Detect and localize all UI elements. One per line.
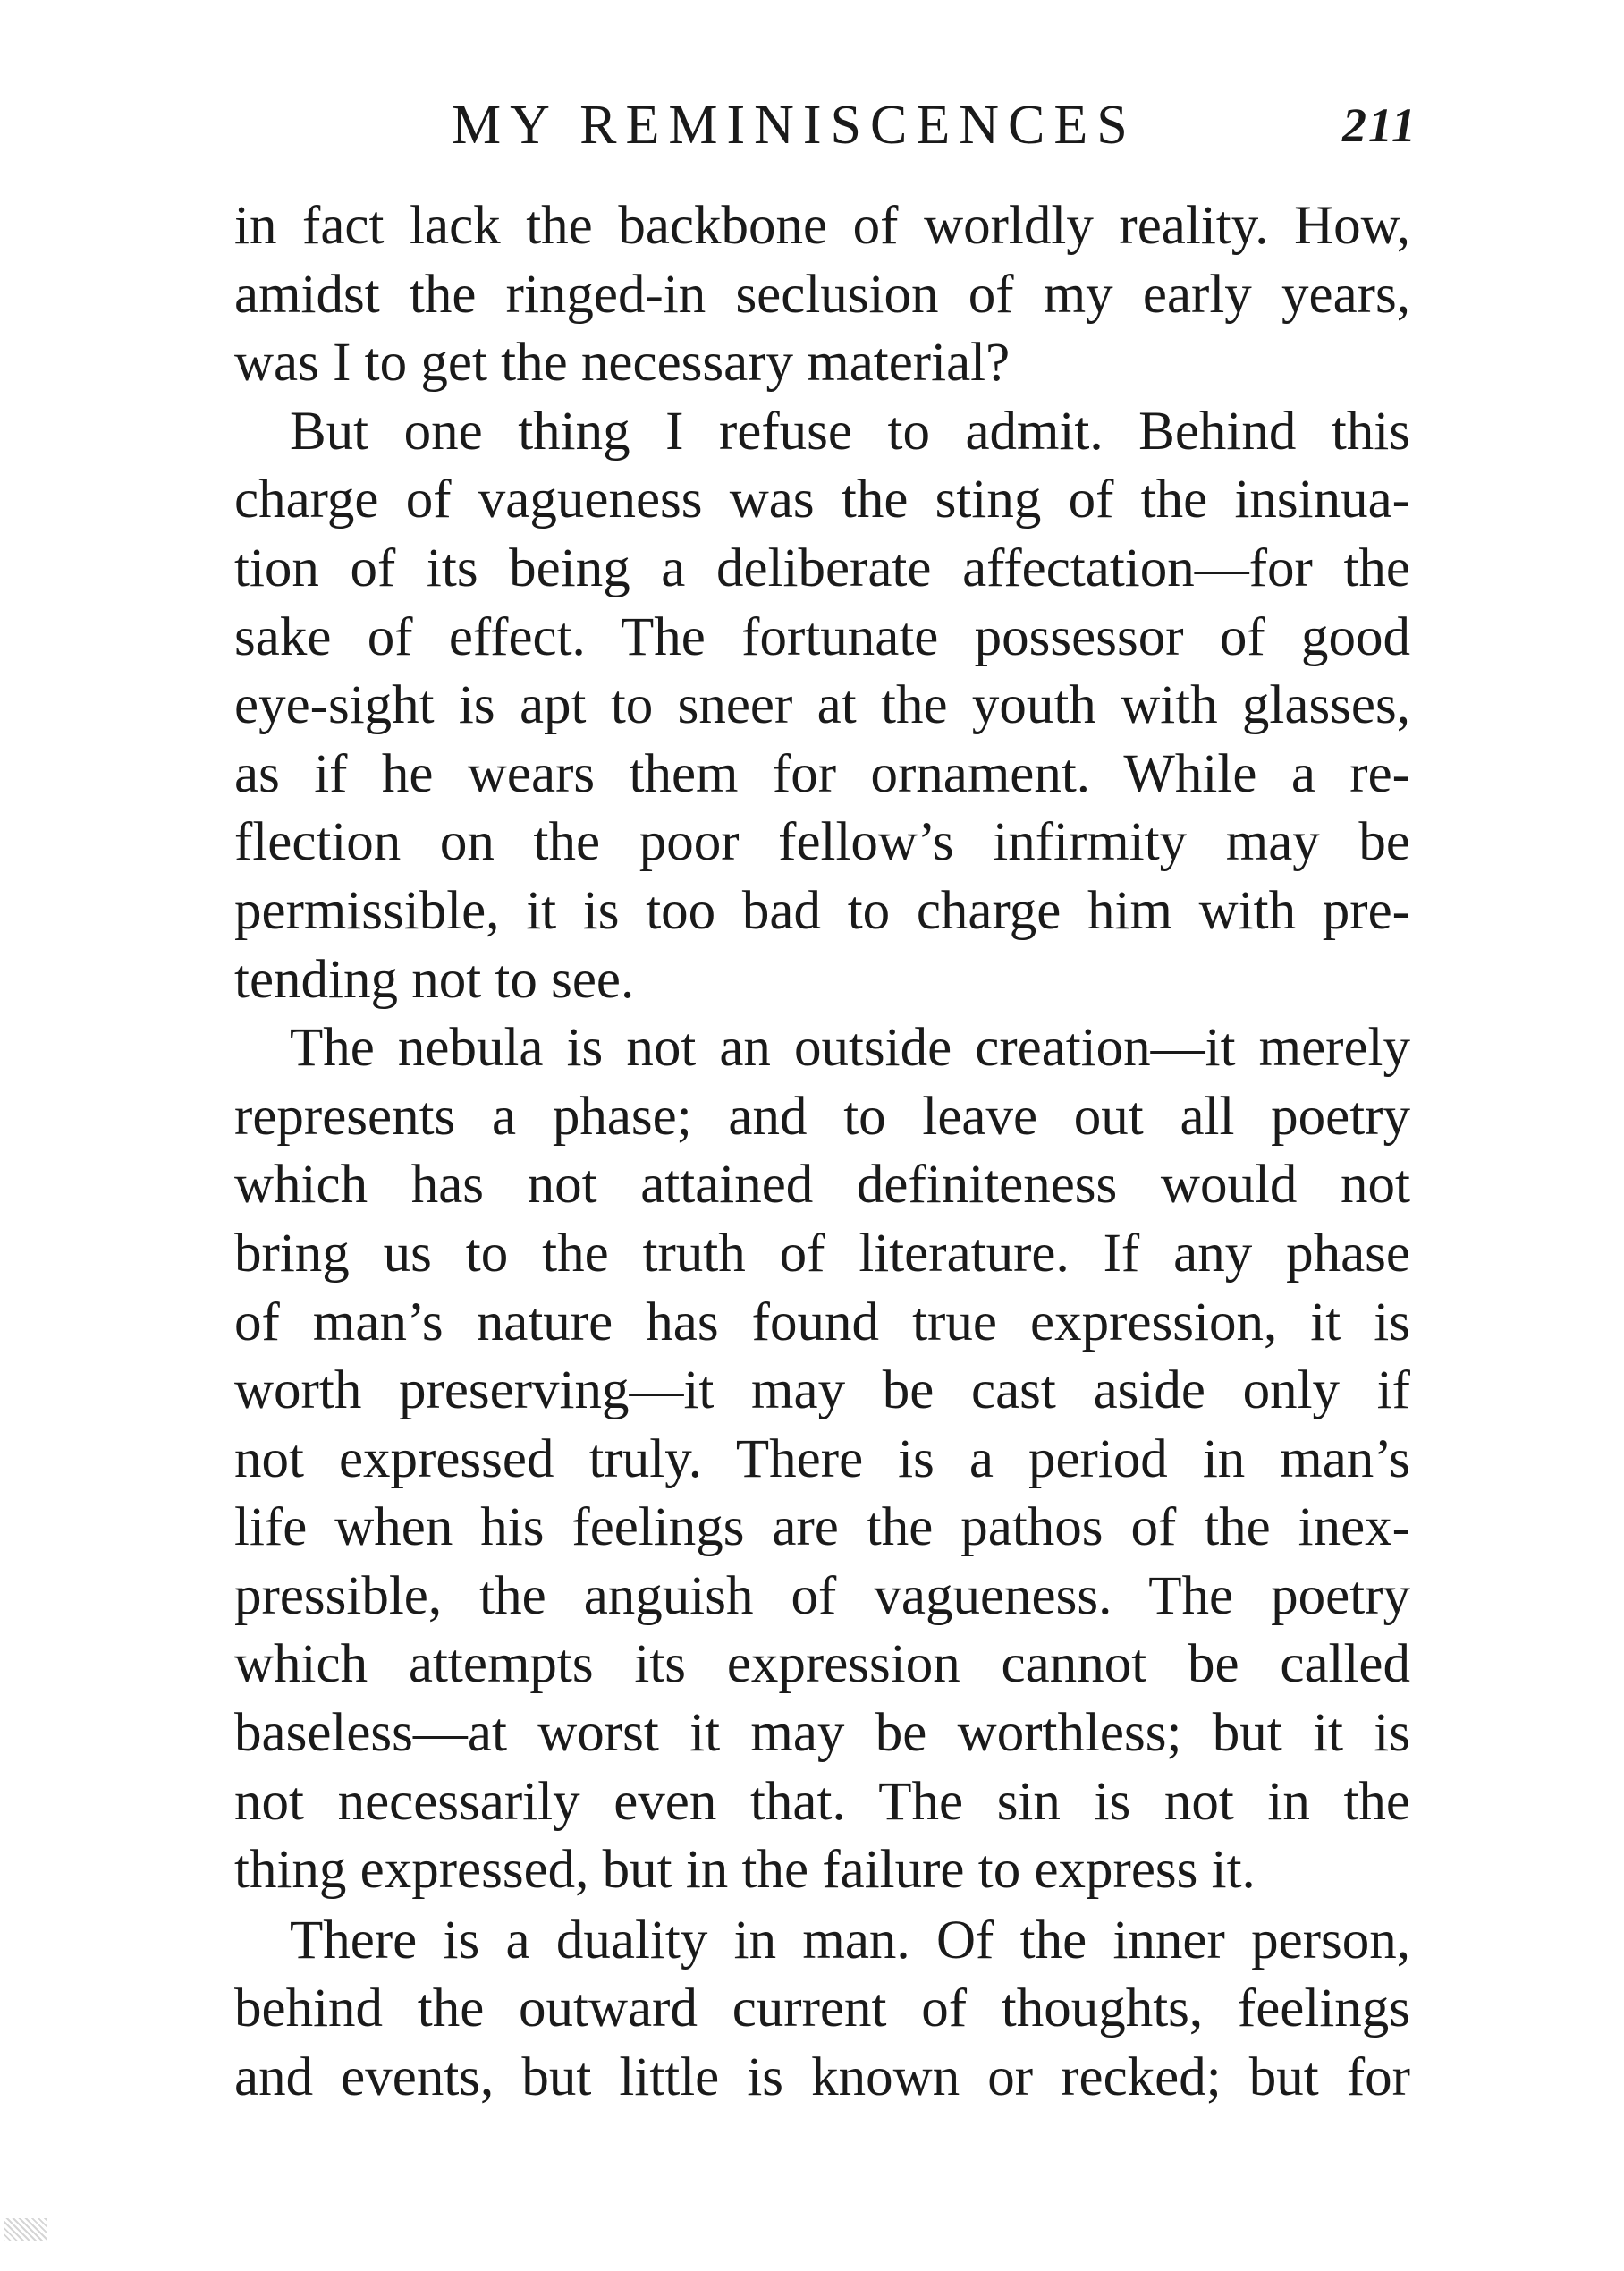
text-line: amidst the ringed-in seclusion of my early years, (234, 264, 1410, 325)
text-line: pressible, the anguish of vagueness. The poetry (234, 1565, 1410, 1626)
text-line: which attempts its expression cannot be called (234, 1634, 1410, 1695)
text-line: life when his feelings are the pathos of the inex- (234, 1497, 1410, 1558)
text-line: as if he wears them for ornament. While a re- (234, 743, 1410, 804)
text-line: permissible, it is too bad to charge him with pre- (234, 880, 1410, 941)
text-line: of man’s nature has found true expression, it is (234, 1292, 1410, 1352)
text-line: and events, but little is known or recked; but for (234, 2047, 1410, 2108)
text-line: eye-sight is apt to sneer at the youth with glasses, (234, 675, 1410, 736)
text-line: flection on the poor fellow’s infirmity may be (234, 812, 1410, 873)
text-line: baseless—at worst it may be worthless; but it is (234, 1703, 1410, 1764)
running-head (237, 85, 1417, 165)
scan-artifact (4, 2218, 47, 2241)
text-line: not expressed truly. There is a period in man’s (234, 1428, 1410, 1489)
text-line: bring us to the truth of literature. If any phase (234, 1223, 1410, 1284)
text-line: sake of effect. The fortunate possessor of good (234, 606, 1410, 667)
text-line: represents a phase; and to leave out all poetry (234, 1086, 1410, 1147)
running-title: MY REMINISCENCES (452, 95, 1137, 156)
text-line: which has not attained definiteness would not (234, 1155, 1410, 1216)
page-number: 211 (1341, 98, 1417, 152)
text-line: was I to get the necessary material? (234, 333, 1011, 394)
text-line: in fact lack the backbone of worldly reality. How, (234, 196, 1410, 256)
body-text (234, 192, 1410, 2113)
paragraph-start-line: But one thing I refuse to admit. Behind this (290, 401, 1410, 462)
text-line: not necessarily even that. The sin is not in the (234, 1771, 1410, 1832)
text-line: tending not to see. (234, 949, 635, 1010)
text-line: thing expressed, but in the failure to express it. (234, 1840, 1256, 1901)
text-line: tion of its being a deliberate affectation—for the (234, 538, 1410, 598)
paragraph-start-line: There is a duality in man. Of the inner person, (290, 1910, 1410, 1970)
text-line: worth preserving—it may be cast aside only if (234, 1360, 1410, 1421)
paragraph-start-line: The nebula is not an outside creation—it merely (290, 1018, 1410, 1079)
text-line: charge of vagueness was the sting of the insinua- (234, 470, 1410, 530)
text-line: behind the outward current of thoughts, feelings (234, 1979, 1410, 2039)
